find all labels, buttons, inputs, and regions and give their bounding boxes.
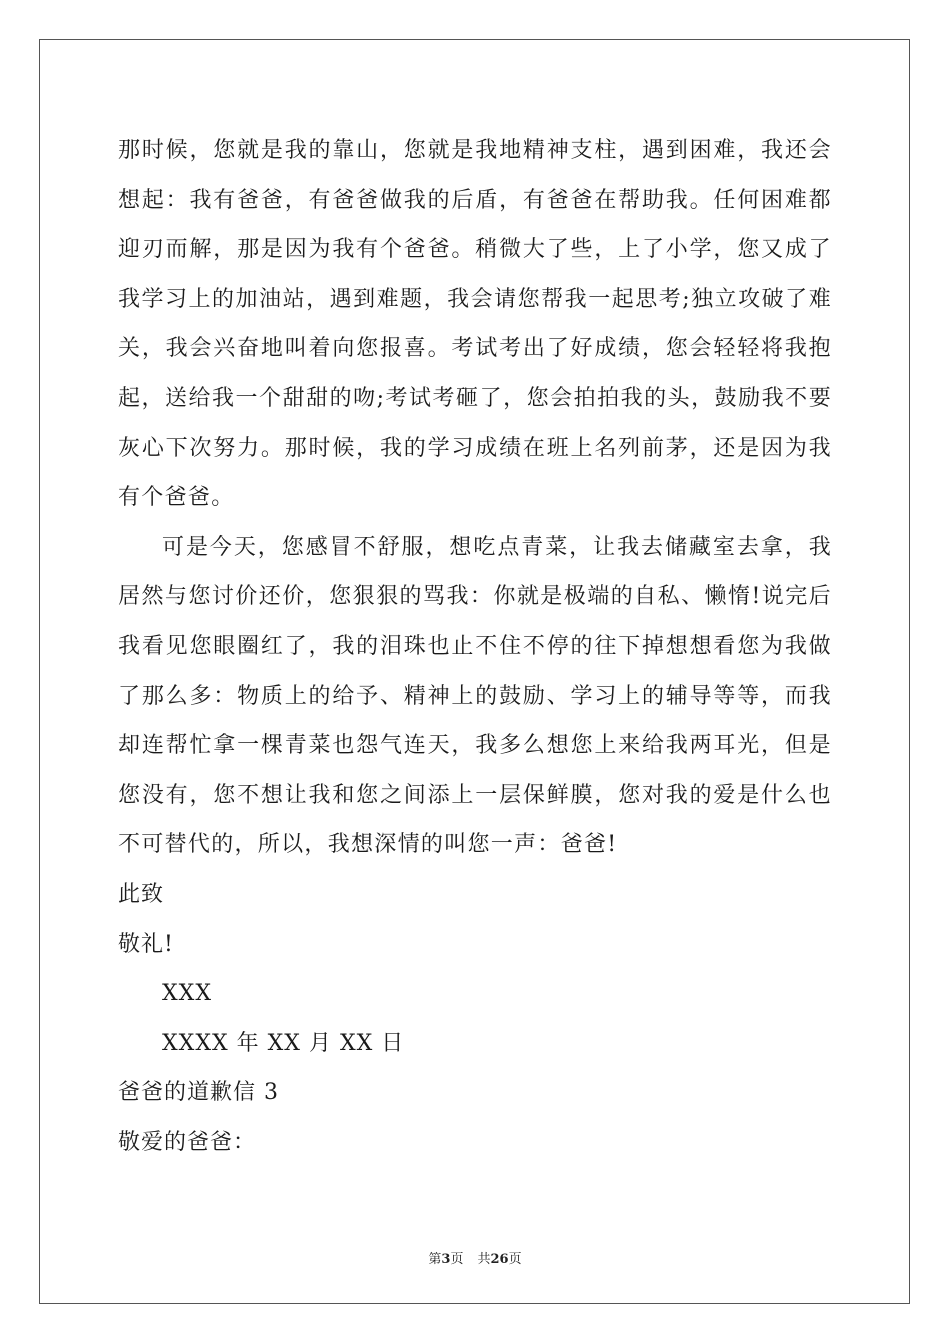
page-footer <box>0 1248 950 1267</box>
page-number: 3 <box>441 1252 451 1267</box>
body-paragraph-2: 可是今天，您感冒不舒服，想吃点青菜，让我去储藏室去拿，我居然与您讨价还价，您狠狠的骂我：你就是极端的自私、懒惰!说完后我看见您眼圈红了，我的泪珠也止不住不停的往下掉想想看您为我做了那么多：物质上的给予、精神上的鼓励、学习上的辅导等等，而我却连帮忙拿一棵青菜也怨气连天，我多么想您上来给我两耳光，但是您没有，您不想让我和您之间添上一层保鲜膜，您对我的爱是什么也不可替代的，所以，我想深情的叫您一声：爸爸! <box>118 534 832 858</box>
total-pages: 26 <box>490 1252 509 1267</box>
salute-line: 敬礼! <box>118 931 174 957</box>
total-suffix: 页 <box>508 1252 522 1267</box>
signature-date: XXXX 年 XX 月 XX 日 <box>162 1030 405 1056</box>
document-body <box>118 126 832 1167</box>
closing-line: 此致 <box>118 881 165 907</box>
body-paragraph-1: 那时候，您就是我的靠山，您就是我地精神支柱，遇到困难，我还会想起：我有爸爸，有爸爸做我的后盾，有爸爸在帮助我。任何困难都迎刃而解，那是因为我有个爸爸。稍微大了些，上了小学，您又成了我学习上的加油站，遇到难题，我会请您帮我一起思考;独立攻破了难关，我会兴奋地叫着向您报喜。考试考出了好成绩，您会轻轻将我抱起，送给我一个甜甜的吻;考试考砸了，您会拍拍我的头，鼓励我不要灰心下次努力。那时候，我的学习成绩在班上名列前茅，还是因为我有个爸爸。 <box>118 138 832 511</box>
total-prefix: 共 <box>477 1252 491 1267</box>
next-letter-title: 爸爸的道歉信 3 <box>118 1080 279 1106</box>
page-prefix: 第 <box>428 1252 442 1267</box>
page-suffix: 页 <box>450 1252 464 1267</box>
next-letter-salutation: 敬爱的爸爸： <box>118 1129 257 1155</box>
signature-name: XXX <box>162 981 212 1007</box>
